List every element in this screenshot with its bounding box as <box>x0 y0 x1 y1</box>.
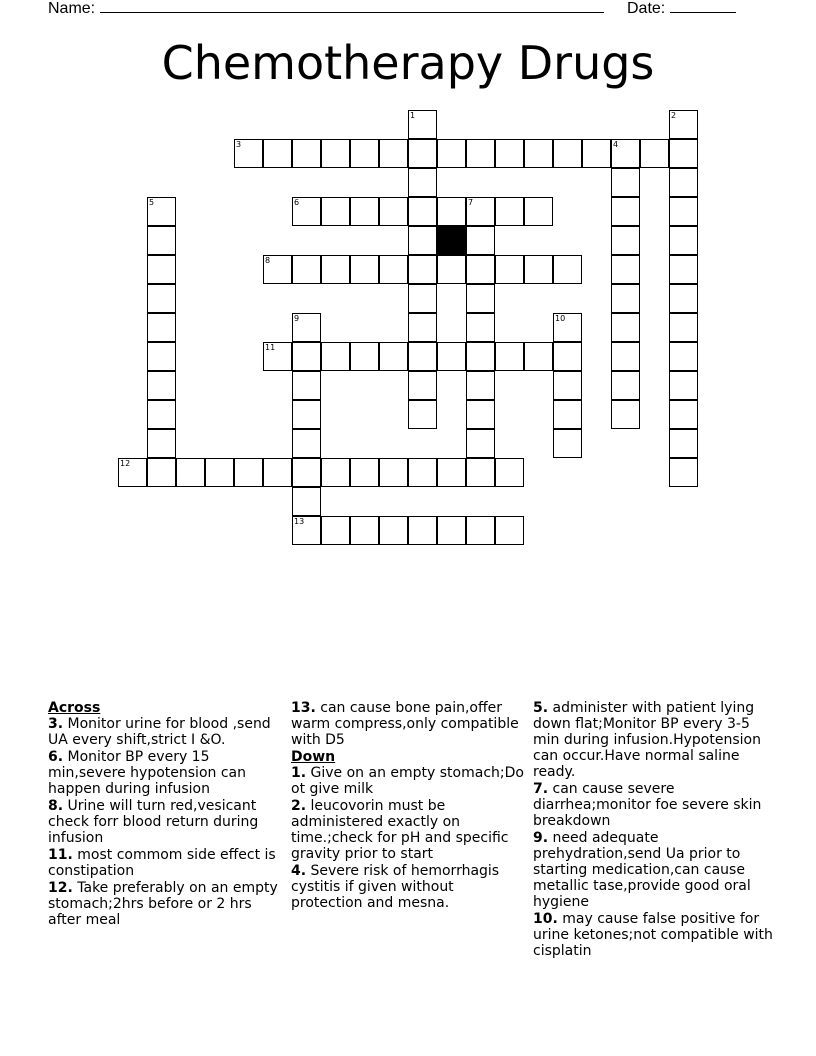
grid-cell[interactable] <box>466 139 495 168</box>
grid-cell[interactable] <box>466 429 495 458</box>
grid-cell[interactable] <box>321 458 350 487</box>
grid-cell[interactable] <box>669 429 698 458</box>
grid-cell[interactable] <box>176 458 205 487</box>
clue-item <box>48 847 284 879</box>
grid-cell[interactable] <box>234 139 263 168</box>
grid-cell[interactable] <box>669 342 698 371</box>
grid-cell[interactable] <box>611 197 640 226</box>
clue-text: need adequate prehydration,send Ua prior to starting medication,can cause metallic tase,provide good oral hygiene <box>533 830 751 910</box>
grid-cell[interactable] <box>408 139 437 168</box>
clue-number: 1. <box>291 765 307 781</box>
clues-column-3 <box>533 700 773 960</box>
cell-number: 9 <box>294 314 300 323</box>
grid-cell[interactable] <box>321 139 350 168</box>
grid-cell[interactable] <box>292 342 321 371</box>
cell-number: 2 <box>671 111 677 120</box>
grid-cell[interactable] <box>292 516 321 545</box>
grid-cell[interactable] <box>379 139 408 168</box>
clue-text: Monitor urine for blood ,send UA every shift,strict I &O. <box>48 716 271 748</box>
grid-cell[interactable] <box>147 313 176 342</box>
across-clues-list-continued <box>291 700 527 748</box>
grid-cell[interactable] <box>292 197 321 226</box>
grid-cell[interactable] <box>147 226 176 255</box>
across-clues-list <box>48 716 284 928</box>
grid-cell[interactable] <box>466 284 495 313</box>
grid-cell[interactable] <box>263 255 292 284</box>
clue-number: 7. <box>533 781 549 797</box>
clue-text: Severe risk of hemorrhagis cystitis if given without protection and mesna. <box>291 863 500 911</box>
grid-cell[interactable] <box>350 197 379 226</box>
grid-cell[interactable] <box>408 110 437 139</box>
grid-cell[interactable] <box>495 255 524 284</box>
clue-number: 8. <box>48 798 64 814</box>
grid-cell[interactable] <box>495 342 524 371</box>
grid-cell[interactable] <box>147 255 176 284</box>
grid-cell[interactable] <box>669 226 698 255</box>
cell-number: 13 <box>294 517 305 526</box>
grid-cell[interactable] <box>408 400 437 429</box>
grid-cell[interactable] <box>669 458 698 487</box>
grid-cell[interactable] <box>466 400 495 429</box>
grid-cell[interactable] <box>640 139 669 168</box>
clue-text: Give on an empty stomach;Do ot give milk <box>291 765 524 797</box>
grid-cell[interactable] <box>292 487 321 516</box>
clue-text: Urine will turn red,vesicant check forr blood return during infusion <box>48 798 259 846</box>
cell-number: 7 <box>468 198 474 207</box>
date-label: Date: <box>627 0 666 17</box>
clue-item <box>291 765 527 797</box>
clue-number: 2. <box>291 798 307 814</box>
grid-cell[interactable] <box>292 313 321 342</box>
grid-cell[interactable] <box>379 516 408 545</box>
grid-cell[interactable] <box>408 516 437 545</box>
grid-cell[interactable] <box>466 371 495 400</box>
cell-number: 12 <box>120 459 131 468</box>
grid-cell[interactable] <box>379 342 408 371</box>
grid-cell[interactable] <box>611 255 640 284</box>
clue-item <box>291 798 527 862</box>
grid-cell[interactable] <box>466 255 495 284</box>
clue-item <box>533 781 773 829</box>
grid-cell[interactable] <box>437 255 466 284</box>
grid-cell[interactable] <box>321 255 350 284</box>
grid-cell[interactable] <box>669 197 698 226</box>
grid-cell[interactable] <box>321 516 350 545</box>
cell-number: 3 <box>236 140 242 149</box>
grid-cell[interactable] <box>234 458 263 487</box>
cell-number: 5 <box>149 198 155 207</box>
grid-cell[interactable] <box>611 371 640 400</box>
grid-cell[interactable] <box>553 371 582 400</box>
grid-cell[interactable] <box>147 371 176 400</box>
grid-cell[interactable] <box>611 342 640 371</box>
clue-number: 10. <box>533 911 558 927</box>
clue-text: administer with patient lying down flat;Monitor BP every 3-5 min during infusion.Hypotension can occur.Have normal saline ready. <box>533 700 761 780</box>
grid-cell[interactable] <box>437 197 466 226</box>
grid-cell[interactable] <box>205 458 234 487</box>
grid-cell[interactable] <box>466 313 495 342</box>
grid-cell[interactable] <box>466 197 495 226</box>
grid-cell[interactable] <box>611 226 640 255</box>
grid-cell[interactable] <box>350 255 379 284</box>
grid-cell[interactable] <box>553 400 582 429</box>
grid-cell[interactable] <box>669 255 698 284</box>
clue-text: Take preferably on an empty stomach;2hrs before or 2 hrs after meal <box>48 880 278 928</box>
clue-number: 3. <box>48 716 64 732</box>
grid-cell[interactable] <box>292 255 321 284</box>
grid-cell[interactable] <box>466 516 495 545</box>
grid-cell[interactable] <box>350 139 379 168</box>
grid-cell[interactable] <box>408 226 437 255</box>
clue-text: may cause false positive for urine ketones;not compatible with cisplatin <box>533 911 773 959</box>
grid-cell[interactable] <box>466 458 495 487</box>
grid-cell[interactable] <box>321 342 350 371</box>
cell-number: 11 <box>265 343 276 352</box>
grid-cell[interactable] <box>611 284 640 313</box>
grid-cell[interactable] <box>466 342 495 371</box>
grid-cell[interactable] <box>611 400 640 429</box>
grid-cell[interactable] <box>292 139 321 168</box>
grid-cell[interactable] <box>379 197 408 226</box>
clue-item <box>48 880 284 928</box>
grid-cell[interactable] <box>466 226 495 255</box>
across-heading: Across <box>48 700 101 716</box>
clue-item <box>533 830 773 910</box>
grid-cell[interactable] <box>437 516 466 545</box>
cell-number: 8 <box>265 256 271 265</box>
grid-cell[interactable] <box>611 313 640 342</box>
name-label: Name: <box>48 0 96 17</box>
down-heading: Down <box>291 749 336 765</box>
black-cell <box>437 226 466 255</box>
clue-number: 11. <box>48 847 73 863</box>
grid-cell[interactable] <box>524 255 553 284</box>
grid-cell[interactable] <box>408 284 437 313</box>
cell-number: 6 <box>294 198 300 207</box>
clue-number: 6. <box>48 749 64 765</box>
clues-column-2 <box>291 700 527 912</box>
grid-cell[interactable] <box>437 342 466 371</box>
grid-cell[interactable] <box>263 342 292 371</box>
cell-number: 4 <box>613 140 619 149</box>
grid-cell[interactable] <box>669 400 698 429</box>
grid-cell[interactable] <box>263 139 292 168</box>
grid-cell[interactable] <box>553 429 582 458</box>
grid-cell[interactable] <box>669 110 698 139</box>
grid-cell[interactable] <box>147 400 176 429</box>
grid-cell[interactable] <box>495 139 524 168</box>
clue-number: 12. <box>48 880 73 896</box>
grid-cell[interactable] <box>292 458 321 487</box>
grid-cell[interactable] <box>408 371 437 400</box>
clue-number: 13. <box>291 700 316 716</box>
grid-cell[interactable] <box>118 458 147 487</box>
clues-column-1 <box>48 700 284 929</box>
clue-number: 4. <box>291 863 307 879</box>
grid-cell[interactable] <box>553 139 582 168</box>
grid-cell[interactable] <box>350 458 379 487</box>
grid-cell[interactable] <box>147 284 176 313</box>
grid-cell[interactable] <box>350 342 379 371</box>
clue-text: Monitor BP every 15 min,severe hypotension can happen during infusion <box>48 749 246 797</box>
grid-cell[interactable] <box>379 458 408 487</box>
clue-item <box>48 749 284 797</box>
grid-cell[interactable] <box>408 168 437 197</box>
grid-cell[interactable] <box>495 197 524 226</box>
page-title: Chemotherapy Drugs <box>161 36 655 90</box>
grid-cell[interactable] <box>408 342 437 371</box>
grid-cell[interactable] <box>669 168 698 197</box>
cell-number: 10 <box>555 314 566 323</box>
grid-cell[interactable] <box>524 197 553 226</box>
grid-cell[interactable] <box>553 255 582 284</box>
clue-item <box>48 716 284 748</box>
grid-cell[interactable] <box>611 139 640 168</box>
grid-cell[interactable] <box>553 342 582 371</box>
grid-cell[interactable] <box>495 516 524 545</box>
grid-cell[interactable] <box>321 197 350 226</box>
grid-cell[interactable] <box>263 458 292 487</box>
grid-cell[interactable] <box>553 313 582 342</box>
cell-number: 1 <box>410 111 416 120</box>
clue-text: most commom side effect is constipation <box>48 847 276 879</box>
grid-cell[interactable] <box>437 139 466 168</box>
grid-cell[interactable] <box>147 197 176 226</box>
grid-cell[interactable] <box>408 255 437 284</box>
grid-cell[interactable] <box>669 284 698 313</box>
grid-cell[interactable] <box>379 255 408 284</box>
grid-cell[interactable] <box>350 516 379 545</box>
grid-cell[interactable] <box>611 168 640 197</box>
grid-cell[interactable] <box>147 458 176 487</box>
clue-item <box>533 700 773 780</box>
clue-text: leucovorin must be administered exactly on time.;check for pH and specific gravity prior to start <box>291 798 509 862</box>
clue-item <box>48 798 284 846</box>
grid-cell[interactable] <box>582 139 611 168</box>
clue-number: 5. <box>533 700 549 716</box>
clue-number: 9. <box>533 830 549 846</box>
clue-item <box>533 911 773 959</box>
grid-cell[interactable] <box>147 342 176 371</box>
grid-cell[interactable] <box>292 400 321 429</box>
grid-cell[interactable] <box>524 139 553 168</box>
grid-cell[interactable] <box>408 458 437 487</box>
clue-text: can cause bone pain,offer warm compress,only compatible with D5 <box>291 700 519 748</box>
clue-item <box>291 700 527 748</box>
grid-cell[interactable] <box>495 458 524 487</box>
grid-cell[interactable] <box>669 371 698 400</box>
grid-cell[interactable] <box>147 429 176 458</box>
grid-cell[interactable] <box>669 313 698 342</box>
clue-item <box>291 863 527 911</box>
grid-cell[interactable] <box>669 139 698 168</box>
grid-cell[interactable] <box>524 342 553 371</box>
grid-cell[interactable] <box>292 429 321 458</box>
down-clues-list <box>291 765 527 911</box>
clue-text: can cause severe diarrhea;monitor foe severe skin breakdown <box>533 781 762 829</box>
down-clues-list-continued <box>533 700 773 959</box>
grid-cell[interactable] <box>292 371 321 400</box>
grid-cell[interactable] <box>437 458 466 487</box>
grid-cell[interactable] <box>408 313 437 342</box>
grid-cell[interactable] <box>408 197 437 226</box>
